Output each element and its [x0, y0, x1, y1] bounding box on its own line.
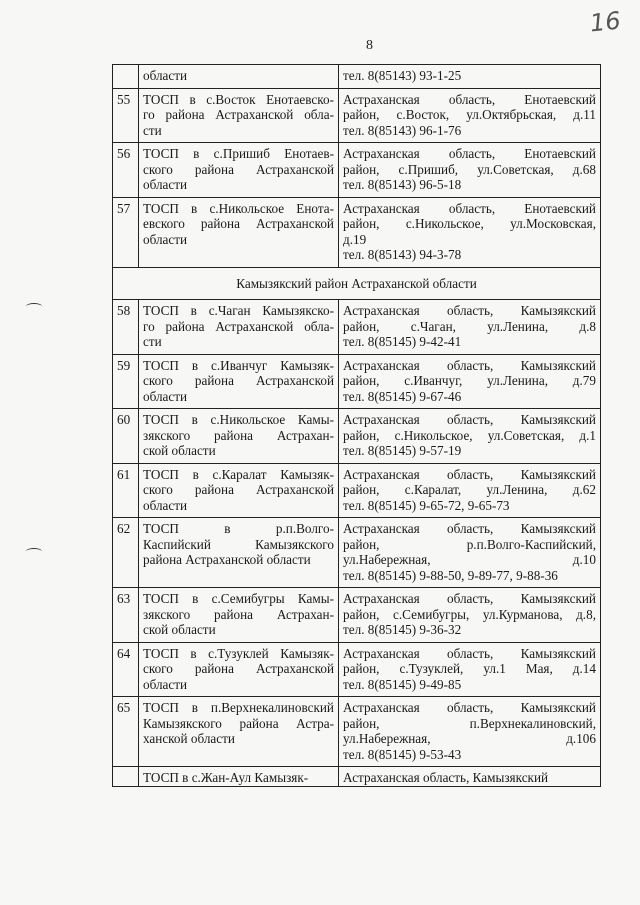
row-number: 64: [113, 642, 139, 697]
office-address-line: Астраханская область, Камызякский: [343, 645, 596, 661]
office-address-line: тел. 8(85145) 9-53-43: [343, 746, 462, 762]
office-name-line: ТОСП в с.Пришиб Енотаев-: [143, 146, 334, 161]
office-address-line: тел. 8(85145) 9-67-46: [343, 388, 462, 404]
office-name-line: ской области: [143, 443, 216, 458]
office-address-line: Астраханская область, Камызякский: [343, 466, 596, 482]
table-row: [113, 463, 601, 518]
office-name-cell: [139, 588, 339, 643]
office-address-line: ул.Набережная, д.10: [343, 552, 596, 567]
office-name-line: го района Астраханской обла-: [143, 107, 334, 122]
office-address-line: район, с.Пришиб, ул.Советская, д.68: [343, 161, 596, 177]
section-title: Камызякский район Астраханской области: [113, 267, 601, 300]
table-row: [113, 518, 601, 588]
office-address-line: тел. 8(85145) 9-42-41: [343, 334, 462, 349]
office-name-line: ской области: [143, 622, 216, 637]
office-address-line: Астраханская область, Камызякский: [343, 412, 596, 427]
table-row: [113, 767, 601, 787]
page-number: 8: [366, 38, 373, 53]
office-name-line: ТОСП в с.Жан-Аул Камызяк-: [143, 770, 309, 785]
office-name-line: ТОСП в с.Тузуклей Камызяк-: [143, 645, 334, 661]
office-address-line: Астраханская область, Енотаевский: [343, 146, 596, 161]
office-address-line: Астраханская область, Камызякский: [343, 591, 596, 606]
office-address-cell: [339, 697, 601, 767]
office-address-line: район, с.Никольское, ул.Московская,: [343, 216, 596, 231]
office-name-line: области: [143, 388, 188, 404]
office-name-cell: [139, 767, 339, 787]
table-row: [113, 65, 601, 89]
row-number: 56: [113, 143, 139, 198]
office-name-line: ТОСП в с.Чаган Камызякско-: [143, 303, 334, 318]
office-address-cell: [339, 65, 601, 89]
office-name-cell: [139, 354, 339, 409]
row-number: [113, 767, 139, 787]
table-row: [113, 409, 601, 464]
office-address-line: Астраханская область, Камызякский: [343, 303, 596, 318]
office-name-line: области: [143, 497, 188, 513]
offices-table: [112, 64, 601, 787]
office-address-cell: [339, 767, 601, 787]
table-row: [113, 143, 601, 198]
row-number: 63: [113, 588, 139, 643]
table-row: [113, 354, 601, 409]
office-name-line: ского района Астраханской: [143, 161, 334, 177]
office-name-line: района Астраханской области: [143, 552, 311, 567]
office-name-cell: [139, 697, 339, 767]
table-row: [113, 300, 601, 355]
office-name-line: ского района Астраханской: [143, 661, 334, 676]
office-address-line: тел. 8(85145) 9-65-72, 9-65-73: [343, 497, 510, 513]
office-address-cell: [339, 197, 601, 267]
office-name-line: ТОСП в с.Никольское Камы-: [143, 412, 334, 427]
handwritten-page-number: 16: [588, 6, 622, 38]
office-address-line: тел. 8(85145) 9-49-85: [343, 676, 462, 692]
office-address-line: район, с.Никольское, ул.Советская, д.1: [343, 427, 596, 443]
office-address-line: район, р.п.Волго-Каспийский,: [343, 536, 596, 552]
office-address-line: тел. 8(85143) 94-3-78: [343, 247, 462, 262]
section-header-row: [113, 267, 601, 300]
office-name-cell: [139, 463, 339, 518]
office-name-line: ТОСП в с.Восток Енотаевско-: [143, 91, 334, 107]
office-address-line: Астраханская область, Камызякский: [343, 700, 596, 715]
office-address-cell: [339, 642, 601, 697]
table-row: [113, 697, 601, 767]
margin-mark: [26, 548, 42, 555]
office-address-line: тел. 8(85145) 9-36-32: [343, 622, 462, 637]
office-name-line: ТОСП в с.Иванчуг Камызяк-: [143, 357, 334, 373]
office-name-cell: [139, 65, 339, 89]
office-address-cell: [339, 588, 601, 643]
office-name-line: зякского района Астрахан-: [143, 606, 334, 622]
row-number: 57: [113, 197, 139, 267]
office-address-line: Астраханская область, Камызякский: [343, 770, 549, 785]
table-row: [113, 642, 601, 697]
office-address-line: тел. 8(85145) 9-88-50, 9-89-77, 9-88-36: [343, 567, 558, 583]
office-address-line: Астраханская область, Енотаевский: [343, 91, 596, 107]
table-row: [113, 197, 601, 267]
office-name-line: Камызякского района Астра-: [143, 715, 334, 731]
office-name-line: Каспийский Камызякского: [143, 536, 334, 552]
office-address-line: тел. 8(85143) 96-1-76: [343, 122, 462, 138]
office-address-line: Астраханская область, Енотаевский: [343, 200, 596, 216]
office-address-line: район, с.Каралат, ул.Ленина, д.62: [343, 482, 596, 497]
office-address-line: д.19: [343, 231, 367, 247]
row-number: 58: [113, 300, 139, 355]
office-name-line: ТОСП в п.Верхнекалиновский: [143, 700, 334, 715]
office-name-cell: [139, 409, 339, 464]
office-address-line: тел. 8(85143) 96-5-18: [343, 177, 462, 192]
office-address-cell: [339, 518, 601, 588]
office-name-line: ТОСП в с.Семибугры Камы-: [143, 591, 334, 606]
office-address-line: район, п.Верхнекалиновский,: [343, 715, 596, 731]
office-address-cell: [339, 354, 601, 409]
row-number: 62: [113, 518, 139, 588]
office-name-line: области: [143, 676, 188, 692]
office-address-line: тел. 8(85145) 9-57-19: [343, 443, 462, 458]
office-address-line: Астраханская область, Камызякский: [343, 521, 596, 536]
margin-mark: [26, 303, 42, 310]
office-address-cell: [339, 143, 601, 198]
office-name-cell: [139, 143, 339, 198]
row-number: 61: [113, 463, 139, 518]
office-name-line: области: [143, 231, 188, 247]
table-row: [113, 88, 601, 143]
office-name-cell: [139, 642, 339, 697]
office-name-line: ского района Астраханской: [143, 373, 334, 388]
office-address-line: район, с.Иванчуг, ул.Ленина, д.79: [343, 373, 596, 388]
section-header-group: [113, 267, 601, 300]
office-address-line: ул.Набережная, д.106: [343, 731, 596, 746]
office-name-line: зякского района Астрахан-: [143, 427, 334, 443]
table-body-kamyzyak: [113, 300, 601, 787]
office-name-line: области: [143, 177, 188, 192]
office-name-cell: [139, 197, 339, 267]
office-address-cell: [339, 300, 601, 355]
table-body-enotaevsky: [113, 65, 601, 268]
office-address-cell: [339, 88, 601, 143]
office-address-line: тел. 8(85143) 93-1-25: [343, 68, 462, 83]
row-number: [113, 65, 139, 89]
office-name-cell: [139, 300, 339, 355]
office-address-line: район, с.Тузуклей, ул.1 Мая, д.14: [343, 661, 596, 676]
row-number: 59: [113, 354, 139, 409]
office-name-line: го района Астраханской обла-: [143, 318, 334, 334]
office-name-line: ханской области: [143, 731, 235, 746]
office-name-line: ского района Астраханской: [143, 482, 334, 497]
table-row: [113, 588, 601, 643]
row-number: 55: [113, 88, 139, 143]
office-address-cell: [339, 409, 601, 464]
office-address-line: район, с.Семибугры, ул.Курманова, д.8,: [343, 606, 596, 622]
office-address-line: Астраханская область, Камызякский: [343, 357, 596, 373]
office-name-line: сти: [143, 334, 162, 349]
office-name-cell: [139, 88, 339, 143]
office-name-line: ТОСП в с.Никольское Енота-: [143, 200, 334, 216]
row-number: 65: [113, 697, 139, 767]
office-address-line: район, с.Восток, ул.Октябрьская, д.11: [343, 107, 596, 122]
office-name-line: сти: [143, 122, 162, 138]
office-name-line: евского района Астраханской: [143, 216, 334, 231]
office-address-cell: [339, 463, 601, 518]
office-address-line: район, с.Чаган, ул.Ленина, д.8: [343, 318, 596, 334]
office-name-cell: [139, 518, 339, 588]
office-name-line: ТОСП в с.Каралат Камызяк-: [143, 466, 334, 482]
row-number: 60: [113, 409, 139, 464]
office-name-line: области: [143, 68, 188, 83]
office-name-line: ТОСП в р.п.Волго-: [143, 521, 334, 536]
